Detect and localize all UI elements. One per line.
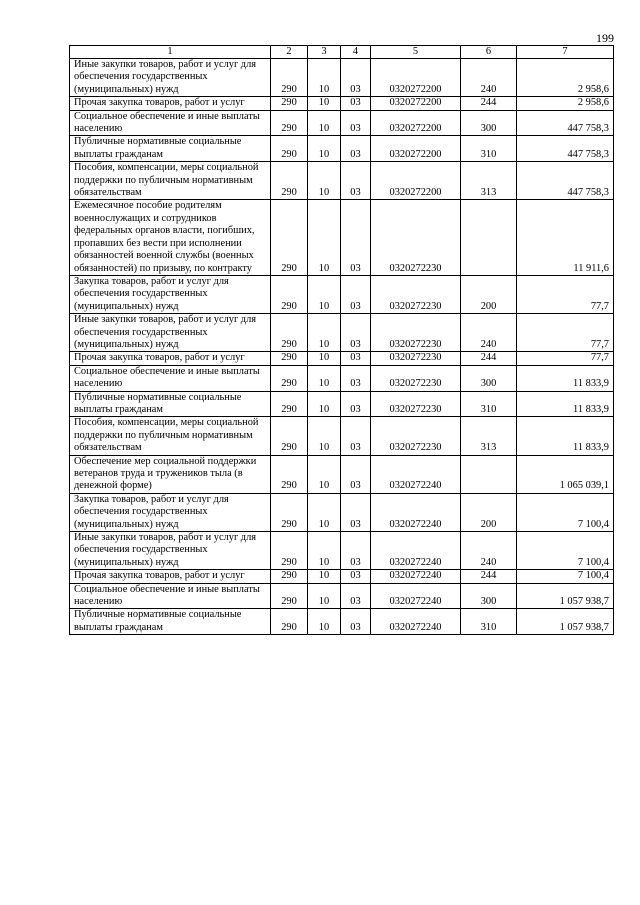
admin-code: 290 — [271, 162, 308, 200]
table-row — [70, 162, 614, 200]
row-name: Пособия, компенсации, меры социальной поддержки по публичным нормативным обязательствам — [70, 417, 271, 455]
table-row — [70, 352, 614, 365]
admin-code: 290 — [271, 570, 308, 583]
row-name: Закупка товаров, работ и услуг для обеспечения государственных (муниципальных) нужд — [70, 493, 271, 531]
target-article-code: 0320272240 — [371, 570, 461, 583]
amount: 77,7 — [517, 352, 614, 365]
expense-type-code: 244 — [461, 570, 517, 583]
target-article-code: 0320272230 — [371, 200, 461, 275]
section-code: 10 — [308, 609, 341, 635]
table-row — [70, 493, 614, 531]
table-row — [70, 275, 614, 313]
row-name: Социальное обеспечение и иные выплаты населению — [70, 365, 271, 391]
target-article-code: 0320272200 — [371, 97, 461, 110]
subsection-code: 03 — [341, 455, 371, 493]
expense-type-code: 200 — [461, 275, 517, 313]
section-code: 10 — [308, 136, 341, 162]
table-row — [70, 59, 614, 97]
subsection-code: 03 — [341, 583, 371, 609]
amount: 1 057 938,7 — [517, 609, 614, 635]
table-row — [70, 200, 614, 275]
subsection-code: 03 — [341, 417, 371, 455]
row-name: Публичные нормативные социальные выплаты гражданам — [70, 391, 271, 417]
admin-code: 290 — [271, 583, 308, 609]
table-row — [70, 417, 614, 455]
expense-type-code — [461, 200, 517, 275]
column-header: 1 — [70, 46, 271, 59]
admin-code: 290 — [271, 275, 308, 313]
target-article-code: 0320272240 — [371, 455, 461, 493]
amount: 77,7 — [517, 275, 614, 313]
row-name: Прочая закупка товаров, работ и услуг — [70, 570, 271, 583]
section-code: 10 — [308, 570, 341, 583]
table-row — [70, 583, 614, 609]
table-row — [70, 455, 614, 493]
table-row — [70, 110, 614, 136]
target-article-code: 0320272230 — [371, 417, 461, 455]
target-article-code: 0320272230 — [371, 352, 461, 365]
table-body — [70, 59, 614, 635]
amount: 1 065 039,1 — [517, 455, 614, 493]
column-header: 2 — [271, 46, 308, 59]
budget-table — [69, 45, 614, 635]
column-header: 5 — [371, 46, 461, 59]
section-code: 10 — [308, 532, 341, 570]
row-name: Прочая закупка товаров, работ и услуг — [70, 97, 271, 110]
section-code: 10 — [308, 352, 341, 365]
row-name: Иные закупки товаров, работ и услуг для обеспечения государственных (муниципальных) нужд — [70, 532, 271, 570]
admin-code: 290 — [271, 59, 308, 97]
section-code: 10 — [308, 314, 341, 352]
target-article-code: 0320272200 — [371, 110, 461, 136]
section-code: 10 — [308, 59, 341, 97]
amount: 7 100,4 — [517, 532, 614, 570]
table-row — [70, 314, 614, 352]
expense-type-code: 240 — [461, 59, 517, 97]
admin-code: 290 — [271, 200, 308, 275]
expense-type-code: 240 — [461, 314, 517, 352]
target-article-code: 0320272240 — [371, 532, 461, 570]
amount: 447 758,3 — [517, 162, 614, 200]
subsection-code: 03 — [341, 110, 371, 136]
amount: 11 833,9 — [517, 391, 614, 417]
section-code: 10 — [308, 583, 341, 609]
section-code: 10 — [308, 493, 341, 531]
subsection-code: 03 — [341, 136, 371, 162]
table-row — [70, 365, 614, 391]
amount: 447 758,3 — [517, 136, 614, 162]
admin-code: 290 — [271, 352, 308, 365]
expense-type-code: 244 — [461, 97, 517, 110]
subsection-code: 03 — [341, 493, 371, 531]
target-article-code: 0320272200 — [371, 136, 461, 162]
table-row — [70, 609, 614, 635]
subsection-code: 03 — [341, 365, 371, 391]
row-name: Социальное обеспечение и иные выплаты населению — [70, 583, 271, 609]
amount: 2 958,6 — [517, 59, 614, 97]
target-article-code: 0320272230 — [371, 365, 461, 391]
row-name: Публичные нормативные социальные выплаты гражданам — [70, 609, 271, 635]
amount: 77,7 — [517, 314, 614, 352]
section-code: 10 — [308, 391, 341, 417]
admin-code: 290 — [271, 110, 308, 136]
section-code: 10 — [308, 275, 341, 313]
subsection-code: 03 — [341, 532, 371, 570]
amount: 11 911,6 — [517, 200, 614, 275]
amount: 447 758,3 — [517, 110, 614, 136]
target-article-code: 0320272230 — [371, 275, 461, 313]
section-code: 10 — [308, 162, 341, 200]
row-name: Иные закупки товаров, работ и услуг для обеспечения государственных (муниципальных) нужд — [70, 59, 271, 97]
amount: 2 958,6 — [517, 97, 614, 110]
row-name: Пособия, компенсации, меры социальной поддержки по публичным нормативным обязательствам — [70, 162, 271, 200]
expense-type-code: 200 — [461, 493, 517, 531]
target-article-code: 0320272240 — [371, 609, 461, 635]
target-article-code: 0320272200 — [371, 59, 461, 97]
expense-type-code: 313 — [461, 162, 517, 200]
header-row — [70, 46, 614, 59]
row-name: Публичные нормативные социальные выплаты гражданам — [70, 136, 271, 162]
admin-code: 290 — [271, 97, 308, 110]
admin-code: 290 — [271, 365, 308, 391]
admin-code: 290 — [271, 532, 308, 570]
subsection-code: 03 — [341, 162, 371, 200]
admin-code: 290 — [271, 493, 308, 531]
expense-type-code: 313 — [461, 417, 517, 455]
target-article-code: 0320272230 — [371, 391, 461, 417]
amount: 7 100,4 — [517, 493, 614, 531]
admin-code: 290 — [271, 455, 308, 493]
row-name: Прочая закупка товаров, работ и услуг — [70, 352, 271, 365]
amount: 11 833,9 — [517, 365, 614, 391]
expense-type-code: 300 — [461, 365, 517, 391]
row-name: Закупка товаров, работ и услуг для обеспечения государственных (муниципальных) нужд — [70, 275, 271, 313]
table-row — [70, 97, 614, 110]
admin-code: 290 — [271, 136, 308, 162]
section-code: 10 — [308, 200, 341, 275]
table-row — [70, 532, 614, 570]
row-name: Социальное обеспечение и иные выплаты населению — [70, 110, 271, 136]
column-header: 4 — [341, 46, 371, 59]
admin-code: 290 — [271, 391, 308, 417]
expense-type-code: 310 — [461, 391, 517, 417]
amount: 7 100,4 — [517, 570, 614, 583]
expense-type-code — [461, 455, 517, 493]
admin-code: 290 — [271, 417, 308, 455]
amount: 1 057 938,7 — [517, 583, 614, 609]
expense-type-code: 300 — [461, 583, 517, 609]
subsection-code: 03 — [341, 59, 371, 97]
subsection-code: 03 — [341, 97, 371, 110]
page-number: 199 — [596, 31, 614, 45]
subsection-code: 03 — [341, 275, 371, 313]
row-name: Иные закупки товаров, работ и услуг для обеспечения государственных (муниципальных) нужд — [70, 314, 271, 352]
expense-type-code: 310 — [461, 609, 517, 635]
subsection-code: 03 — [341, 352, 371, 365]
section-code: 10 — [308, 417, 341, 455]
column-header: 3 — [308, 46, 341, 59]
section-code: 10 — [308, 365, 341, 391]
subsection-code: 03 — [341, 609, 371, 635]
expense-type-code: 244 — [461, 352, 517, 365]
row-name: Ежемесячное пособие родителям военнослужащих и сотрудников федеральных органов власти, погибших, пропавших без вести при исполнении обязанностей военной службы (военных обязанностей) по призыву, по контракту — [70, 200, 271, 275]
admin-code: 290 — [271, 314, 308, 352]
column-header: 7 — [517, 46, 614, 59]
subsection-code: 03 — [341, 314, 371, 352]
target-article-code: 0320272230 — [371, 314, 461, 352]
row-name: Обеспечение мер социальной поддержки ветеранов труда и тружеников тыла (в денежной форме) — [70, 455, 271, 493]
expense-type-code: 300 — [461, 110, 517, 136]
table-row — [70, 136, 614, 162]
subsection-code: 03 — [341, 391, 371, 417]
table-row — [70, 391, 614, 417]
section-code: 10 — [308, 110, 341, 136]
table-row — [70, 570, 614, 583]
subsection-code: 03 — [341, 570, 371, 583]
target-article-code: 0320272240 — [371, 493, 461, 531]
section-code: 10 — [308, 455, 341, 493]
target-article-code: 0320272240 — [371, 583, 461, 609]
subsection-code: 03 — [341, 200, 371, 275]
expense-type-code: 310 — [461, 136, 517, 162]
admin-code: 290 — [271, 609, 308, 635]
expense-type-code: 240 — [461, 532, 517, 570]
column-header: 6 — [461, 46, 517, 59]
amount: 11 833,9 — [517, 417, 614, 455]
section-code: 10 — [308, 97, 341, 110]
target-article-code: 0320272200 — [371, 162, 461, 200]
